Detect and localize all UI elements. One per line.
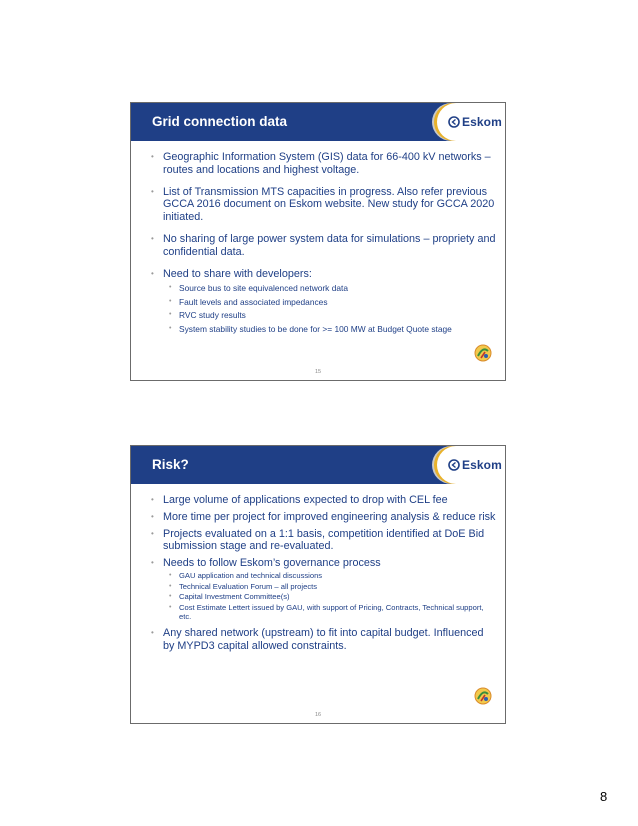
sub-bullet-item: • GAU application and technical discussions xyxy=(169,571,497,581)
slide-number: 16 xyxy=(314,712,322,718)
slide-grid-connection-data xyxy=(130,102,506,381)
logo-text: Eskom xyxy=(462,115,502,129)
sub-bullet-item: • Technical Evaluation Forum – all projects xyxy=(169,582,497,592)
logo-panel xyxy=(437,446,505,484)
bullet-item: • Need to share with developers: xyxy=(151,268,497,281)
eskom-logo xyxy=(448,115,502,129)
eskom-logo xyxy=(448,458,502,472)
bullet-item: • List of Transmission MTS capacities in progress. Also refer previous GCCA 2016 document on Eskom website. New study for GCCA 2020 initiated. xyxy=(151,186,497,224)
logo-panel xyxy=(437,103,505,141)
bullet-item: • Projects evaluated on a 1:1 basis, competition identified at DoE Bid submission stage and re-evaluated. xyxy=(151,528,497,554)
sub-bullet-item: • Cost Estimate Lettert issued by GAU, with support of Pricing, Contracts, Technical support, etc. xyxy=(169,603,497,622)
slide-content xyxy=(151,494,497,657)
sub-bullet-item: • Source bus to site equivalenced network data xyxy=(169,283,497,293)
sub-bullet-list xyxy=(151,571,497,622)
slide-title: Grid connection data xyxy=(152,114,288,129)
eskom-emblem-icon xyxy=(473,686,493,711)
bullet-item: • No sharing of large power system data for simulations – propriety and confidential data. xyxy=(151,233,497,259)
sub-bullet-item: • Fault levels and associated impedances xyxy=(169,297,497,307)
bullet-item: • Large volume of applications expected to drop with CEL fee xyxy=(151,494,497,507)
slide-title: Risk? xyxy=(152,457,189,472)
sub-bullet-item: • RVC study results xyxy=(169,310,497,320)
eskom-emblem-icon xyxy=(473,343,493,368)
sub-bullet-item: • System stability studies to be done for >= 100 MW at Budget Quote stage xyxy=(169,324,497,334)
logo-text: Eskom xyxy=(462,458,502,472)
bullet-item: • Geographic Information System (GIS) data for 66-400 kV networks – routes and locations and highest voltage. xyxy=(151,151,497,177)
slide-header xyxy=(131,446,505,484)
slide-content xyxy=(151,151,497,334)
sub-bullet-list xyxy=(151,283,497,334)
page-number: 8 xyxy=(600,789,608,804)
slide-header xyxy=(131,103,505,141)
eskom-logo-icon xyxy=(448,459,460,471)
bullet-item: • Any shared network (upstream) to fit into capital budget. Influenced by MYPD3 capital allowed constraints. xyxy=(151,627,497,653)
slide-risk xyxy=(130,445,506,724)
slide-number: 15 xyxy=(314,369,322,375)
eskom-logo-icon xyxy=(448,116,460,128)
bullet-item: • More time per project for improved engineering analysis & reduce risk xyxy=(151,511,497,524)
sub-bullet-item: • Capital Investment Committee(s) xyxy=(169,592,497,602)
bullet-item: • Needs to follow Eskom’s governance process xyxy=(151,557,497,570)
